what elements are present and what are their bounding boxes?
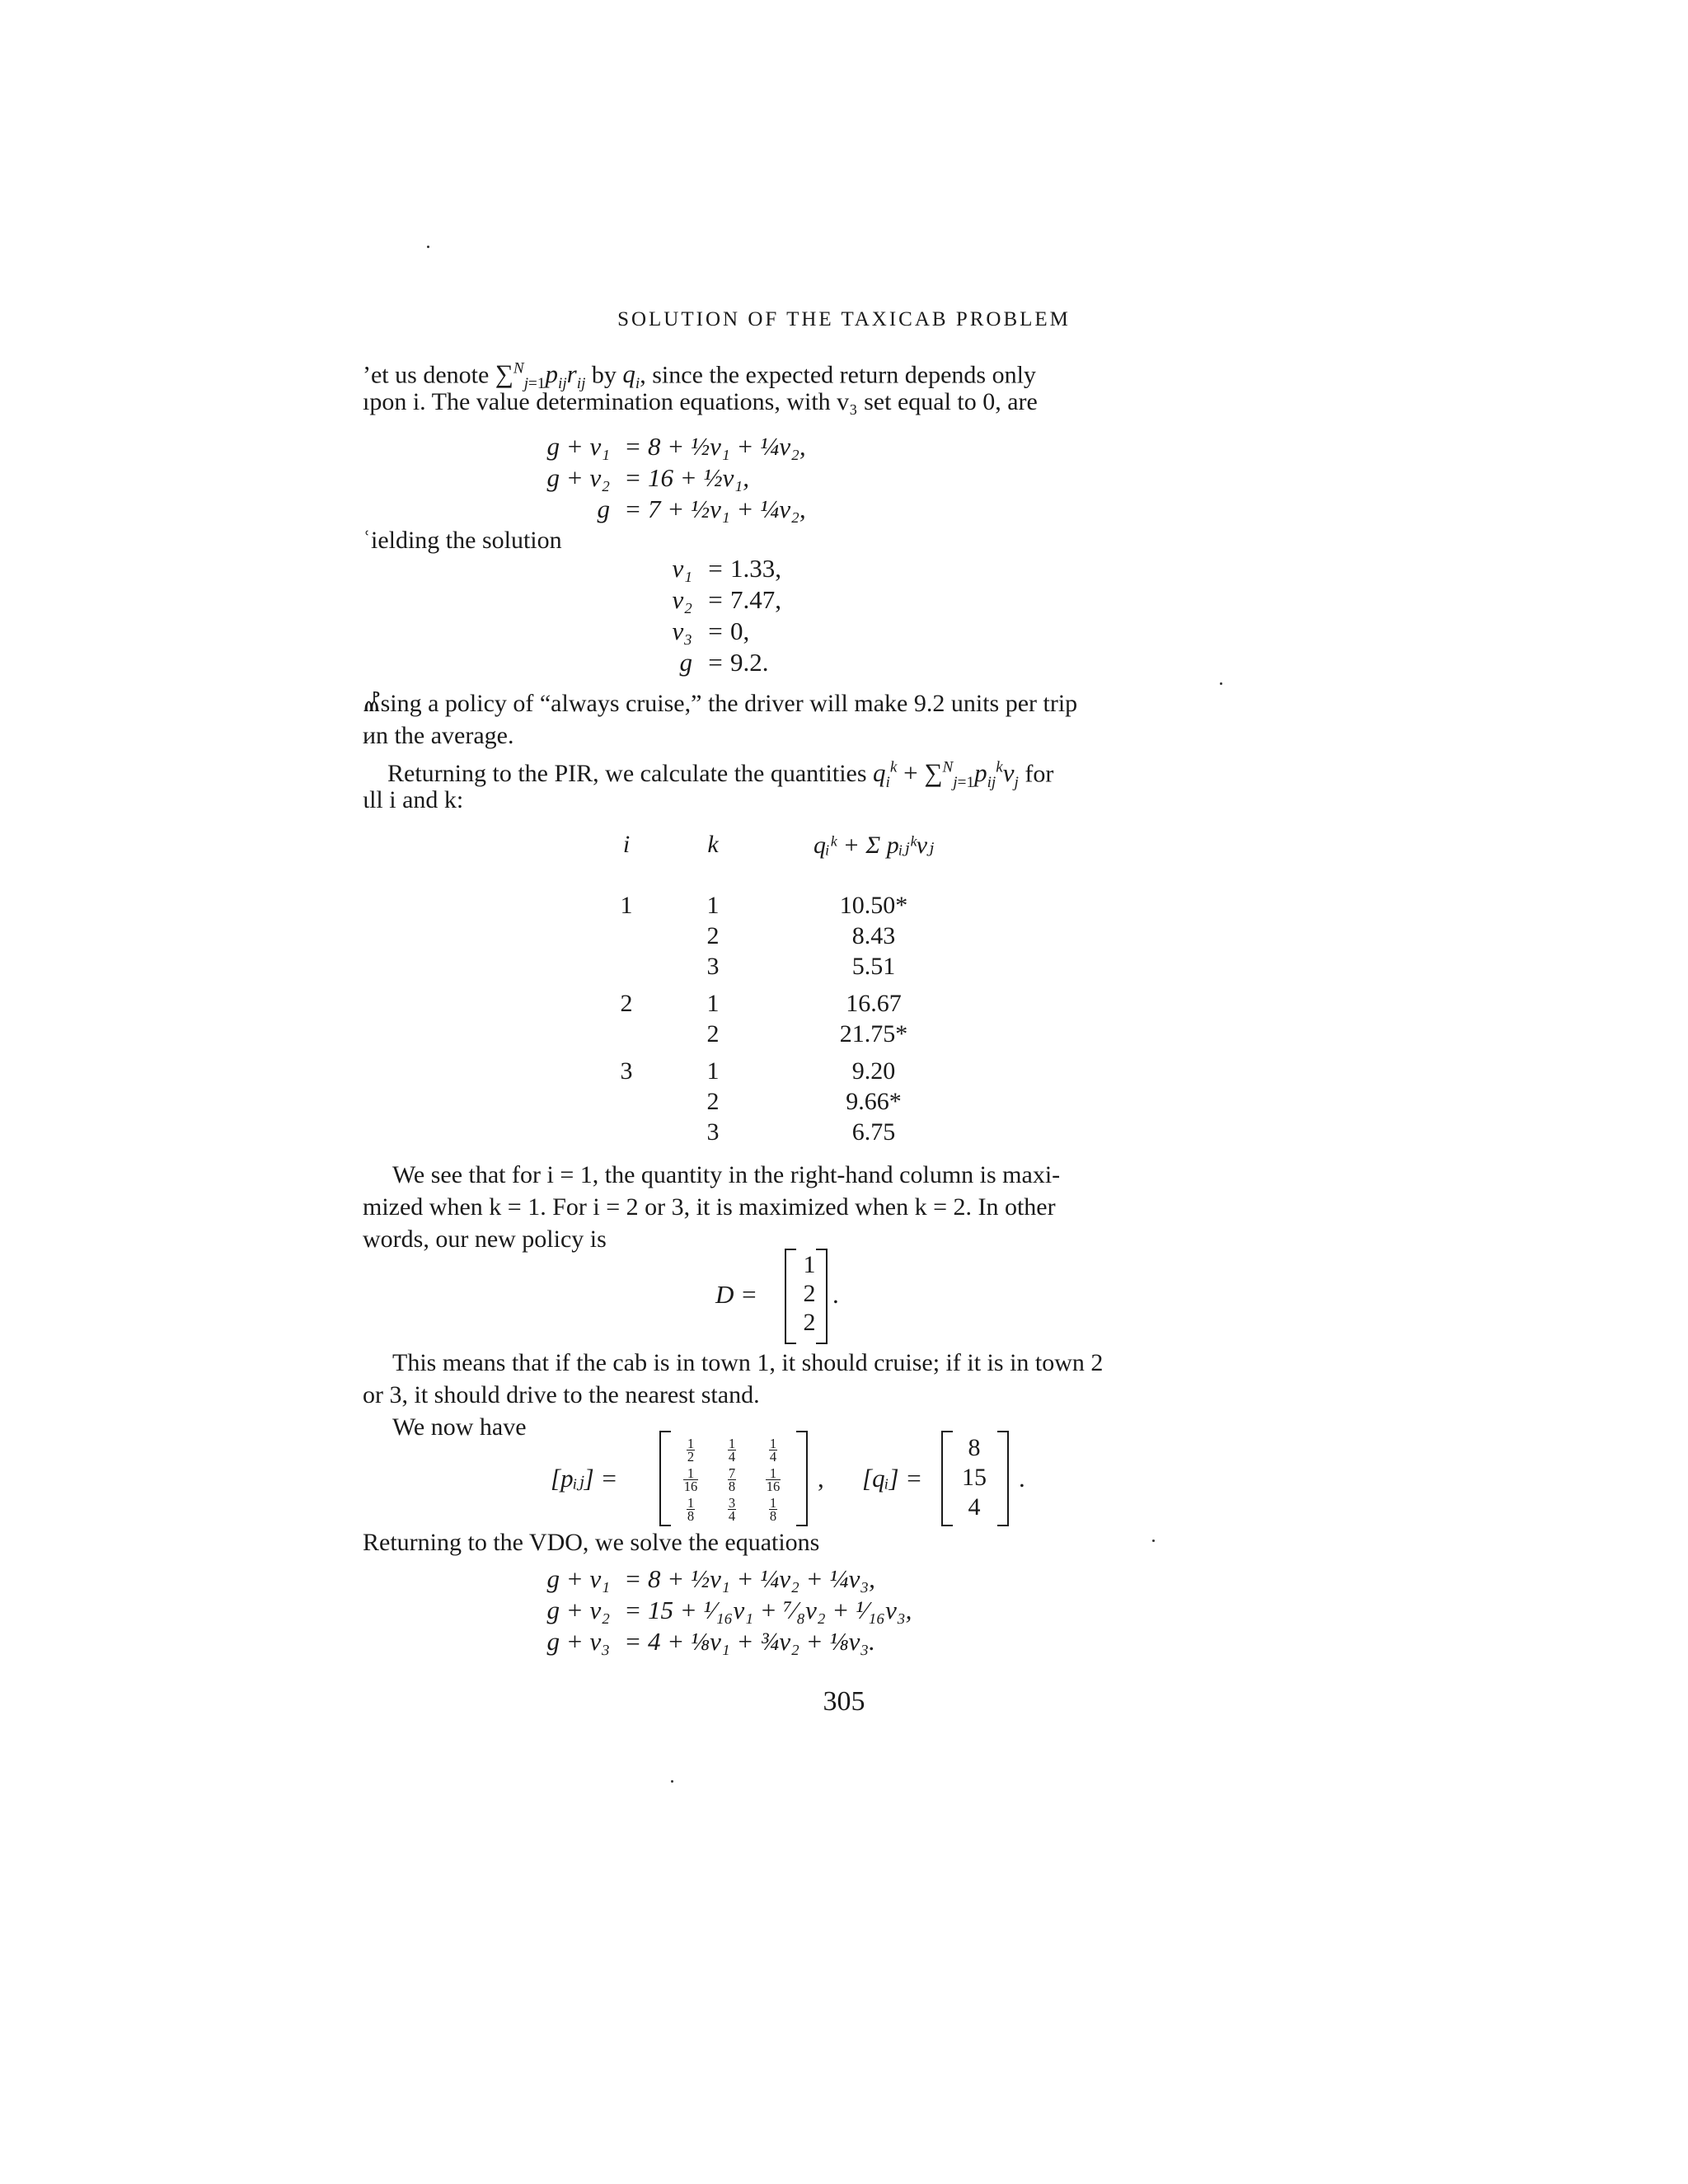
table-cell-i: 2 bbox=[620, 990, 633, 1017]
table-cell-k: 3 bbox=[706, 1118, 720, 1146]
qmatrix-value: 15 bbox=[962, 1464, 987, 1491]
para4-line3: words, our new policy is bbox=[363, 1226, 607, 1253]
fraction-denominator: 8 bbox=[687, 1508, 695, 1525]
fraction-numerator: 1 bbox=[769, 1494, 777, 1511]
fraction-denominator: 8 bbox=[728, 1479, 736, 1495]
fraction bbox=[769, 1494, 777, 1525]
fraction-numerator: 7 bbox=[728, 1465, 736, 1481]
vde-row-2: g + v₂ = 16 + ½v₁, bbox=[495, 463, 989, 494]
fraction-numerator: 3 bbox=[728, 1494, 736, 1511]
solution-row: g = 9.2. bbox=[577, 648, 907, 679]
vdo-lhs: g + v₂ bbox=[546, 1596, 610, 1624]
vdo-block bbox=[462, 1564, 1121, 1658]
sum-p-r-expr: $\sum^N_{j=1}p_{ij}r_{ij}$ bbox=[495, 359, 586, 393]
table-cell-k: 1 bbox=[706, 1057, 720, 1085]
para4-line1: We see that for i = 1, the quantity in the right-hand column is maxi- bbox=[392, 1161, 1061, 1188]
pmatrix-comma: , bbox=[818, 1464, 824, 1493]
vde-rhs: 16 + ½v₁, bbox=[648, 463, 749, 492]
fraction-denominator: 16 bbox=[683, 1479, 698, 1495]
para5-line2: or 3, it should drive to the nearest stand. bbox=[363, 1381, 760, 1408]
qmatrix-value: 8 bbox=[968, 1434, 981, 1461]
fraction bbox=[687, 1437, 695, 1464]
para3-line1-b: for bbox=[1018, 760, 1054, 788]
policy-value: 2 bbox=[803, 1309, 816, 1336]
yielding-text: ʿielding the solution bbox=[363, 527, 562, 554]
table-header-k: k bbox=[707, 831, 719, 858]
fraction-numerator: 1 bbox=[687, 1494, 695, 1511]
policy-label: D = bbox=[715, 1280, 758, 1309]
pmatrix-right-bracket bbox=[796, 1431, 808, 1526]
pmatrix-left-bracket bbox=[659, 1431, 671, 1526]
fraction-denominator: 4 bbox=[769, 1449, 777, 1465]
vde-row-1: g + v₁ = 8 + ½v₁ + ¼v₂, bbox=[495, 432, 989, 463]
solution-lhs: g bbox=[679, 648, 692, 677]
table-cell-i: 3 bbox=[620, 1057, 633, 1085]
scan-speck bbox=[1220, 682, 1222, 685]
para1-line1-a: ’et us denote bbox=[363, 361, 495, 389]
para4-line2: mized when k = 1. For i = 2 or 3, it is maximized when k = 2. In other bbox=[363, 1193, 1056, 1221]
table-cell-value: 6.75 bbox=[851, 1118, 896, 1146]
solution-lhs: v₃ bbox=[672, 616, 692, 645]
table-cell-k: 1 bbox=[706, 990, 720, 1017]
table-cell-k: 1 bbox=[706, 892, 720, 919]
pmatrix-fraction bbox=[715, 1464, 748, 1493]
para5-line3: We now have bbox=[392, 1413, 527, 1441]
table-cell-value: 21.75* bbox=[839, 1020, 908, 1047]
fraction bbox=[683, 1467, 699, 1493]
solution-row: v₂ = 7.47, bbox=[577, 585, 907, 616]
para6-line: Returning to the VDO, we solve the equations bbox=[363, 1529, 820, 1556]
table-cell-value: 16.67 bbox=[846, 990, 902, 1017]
pmatrix-fraction bbox=[757, 1434, 790, 1464]
fraction bbox=[728, 1467, 736, 1493]
fraction-denominator: 8 bbox=[769, 1508, 777, 1525]
vde-rhs: 7 + ½v₁ + ¼v₂, bbox=[648, 494, 806, 523]
solution-rhs: 7.47, bbox=[730, 585, 781, 614]
solution-rhs: 9.2. bbox=[730, 648, 769, 677]
pmatrix-fraction bbox=[757, 1493, 790, 1523]
table-cell-value: 5.51 bbox=[851, 953, 896, 980]
para3-line1-a: Returning to the PIR, we calculate the quantities bbox=[387, 760, 874, 788]
table-header-expr: qᵢᵏ + Σ pᵢⱼᵏvⱼ bbox=[813, 832, 935, 859]
fraction bbox=[728, 1437, 736, 1464]
vdo-row-3: g + v₃ = 4 + ⅛v₁ + ¾v₂ + ⅛v₃. bbox=[462, 1627, 1121, 1658]
solution-lhs: v₂ bbox=[672, 585, 692, 614]
fraction-numerator: 1 bbox=[766, 1467, 781, 1481]
qmatrix-left-bracket bbox=[941, 1431, 953, 1526]
para5-line1: This means that if the cab is in town 1, it should cruise; if it is in town 2 bbox=[392, 1349, 1104, 1376]
table-cell-i: 1 bbox=[620, 892, 633, 919]
pmatrix-fraction bbox=[715, 1493, 748, 1523]
para2-line2: ᴎn the average. bbox=[363, 722, 514, 749]
policy-right-bracket bbox=[816, 1249, 828, 1344]
para2-line1: Ⰼsing a policy of “always cruise,” the driver will make 9.2 units per trip bbox=[363, 690, 1078, 717]
pmatrix-label: [pᵢⱼ] = bbox=[551, 1464, 618, 1493]
table-cell-value: 8.43 bbox=[851, 922, 896, 949]
para3-line2: ɩll i and k: bbox=[363, 786, 464, 813]
vdo-rhs: 8 + ½v₁ + ¼v₂ + ¼v₃, bbox=[648, 1564, 875, 1593]
fraction bbox=[687, 1494, 695, 1525]
table-cell-k: 2 bbox=[706, 922, 720, 949]
fraction bbox=[766, 1467, 781, 1493]
vde-lhs: g bbox=[597, 494, 610, 523]
vde-rhs: 8 + ½v₁ + ¼v₂, bbox=[648, 432, 806, 461]
fraction-denominator: 4 bbox=[728, 1449, 736, 1465]
table-cell-value: 10.50* bbox=[839, 892, 908, 919]
table-cell-value: 9.66* bbox=[846, 1088, 902, 1115]
qmatrix-period: . bbox=[1019, 1464, 1025, 1493]
fraction-numerator: 1 bbox=[769, 1435, 777, 1451]
policy-value: 1 bbox=[803, 1251, 816, 1278]
fraction-denominator: 16 bbox=[766, 1479, 781, 1495]
vde-lhs: g + v₁ bbox=[546, 432, 610, 461]
fraction-denominator: 2 bbox=[687, 1449, 695, 1465]
solution-rhs: 1.33, bbox=[730, 554, 781, 583]
vdo-rhs: 4 + ⅛v₁ + ¾v₂ + ⅛v₃. bbox=[648, 1627, 875, 1656]
pmatrix-fraction bbox=[674, 1493, 707, 1523]
table-cell-value: 9.20 bbox=[851, 1057, 896, 1085]
policy-value: 2 bbox=[803, 1280, 816, 1307]
fraction-denominator: 4 bbox=[728, 1508, 736, 1525]
solution-row: v₁ = 1.33, bbox=[577, 554, 907, 585]
fraction-numerator: 1 bbox=[687, 1435, 695, 1451]
solution-rhs: 0, bbox=[730, 616, 750, 645]
vdo-rhs: 15 + ¹⁄₁₆v₁ + ⁷⁄₈v₂ + ¹⁄₁₆v₃, bbox=[648, 1596, 912, 1624]
pmatrix-fraction bbox=[715, 1434, 748, 1464]
solution-row: v₃ = 0, bbox=[577, 616, 907, 648]
qmatrix-label: [qᵢ] = bbox=[862, 1464, 923, 1493]
table-cell-k: 2 bbox=[706, 1088, 720, 1115]
table-header-i: i bbox=[622, 831, 631, 858]
para1-line2: ıpon i. The value determination equations, with v₃ set equal to 0, are bbox=[363, 388, 1038, 415]
scan-speck bbox=[1152, 1540, 1155, 1542]
vdo-lhs: g + v₁ bbox=[546, 1564, 610, 1593]
pmatrix-fraction bbox=[674, 1464, 707, 1493]
pmatrix-fraction bbox=[757, 1464, 790, 1493]
running-header: SOLUTION OF THE TAXICAB PROBLEM bbox=[617, 308, 1071, 330]
page-number: 305 bbox=[823, 1686, 865, 1717]
vde-row-3: g = 7 + ½v₁ + ¼v₂, bbox=[495, 494, 989, 526]
fraction-numerator: 1 bbox=[728, 1435, 736, 1451]
para1-line1-c: , since the expected return depends only bbox=[640, 361, 1036, 389]
para1-line1-b: by bbox=[585, 361, 623, 389]
qmatrix-value: 4 bbox=[968, 1493, 981, 1521]
solution-lhs: v₁ bbox=[672, 554, 692, 583]
scan-speck bbox=[671, 1780, 673, 1783]
qmatrix-right-bracket bbox=[997, 1431, 1009, 1526]
scan-speck bbox=[427, 246, 429, 248]
vde-lhs: g + v₂ bbox=[546, 463, 610, 492]
table-cell-k: 2 bbox=[706, 1020, 720, 1047]
fraction-numerator: 1 bbox=[683, 1467, 699, 1481]
fraction bbox=[769, 1437, 777, 1464]
table-cell-k: 3 bbox=[706, 953, 720, 980]
q-i-symbol: $q_i$ bbox=[622, 359, 640, 393]
vdo-row-1: g + v₁ = 8 + ½v₁ + ¼v₂ + ¼v₃, bbox=[462, 1564, 1121, 1596]
vdo-lhs: g + v₃ bbox=[546, 1627, 610, 1656]
fraction bbox=[728, 1494, 736, 1525]
quantity-expr: $q_i^k + \sum^N_{j=1}p_{ij}^kv_j$ bbox=[873, 758, 1019, 792]
pmatrix-fraction bbox=[674, 1434, 707, 1464]
vdo-row-2: g + v₂ = 15 + ¹⁄₁₆v₁ + ⁷⁄₈v₂ + ¹⁄₁₆v₃, bbox=[462, 1596, 1121, 1627]
policy-period: . bbox=[832, 1280, 839, 1309]
